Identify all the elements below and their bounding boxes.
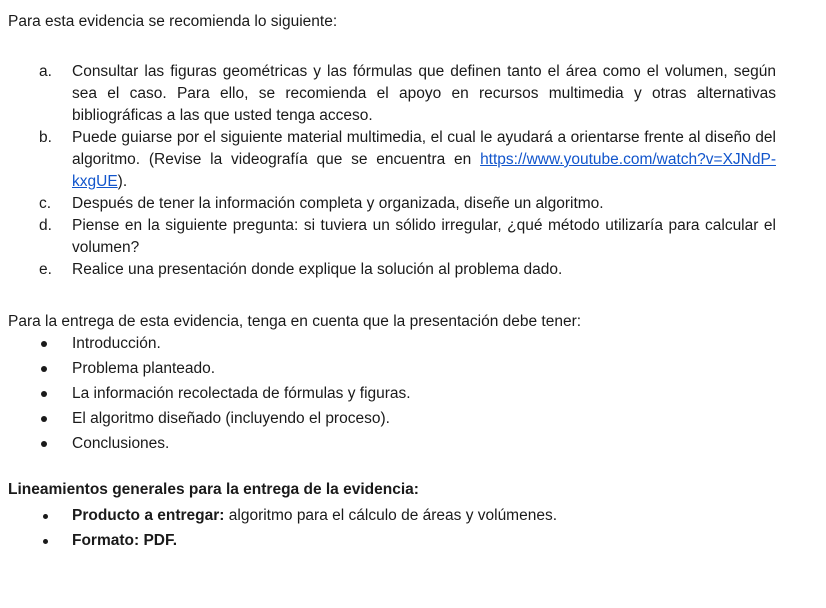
list-marker: e. bbox=[39, 261, 52, 278]
bullet-icon bbox=[41, 391, 47, 397]
guideline-value: algoritmo para el cálculo de áreas y volúmenes. bbox=[224, 507, 558, 524]
recommendation-item bbox=[8, 193, 776, 215]
recommendation-item bbox=[8, 127, 776, 193]
recommendation-item bbox=[8, 61, 776, 127]
list-marker: d. bbox=[39, 217, 52, 234]
list-item-text: Conclusiones. bbox=[72, 435, 170, 452]
list-item bbox=[8, 408, 816, 430]
delivery-list bbox=[8, 333, 816, 455]
guidelines-list bbox=[8, 505, 816, 552]
recommendation-text: Consultar las figuras geométricas y las fórmulas que definen tanto el área como el volumen, según sea el caso. Para ello, se recomienda el apoyo en recursos multimedia y otras alternativas bibliográficas a las que usted tenga acceso. bbox=[72, 63, 776, 124]
guideline-item bbox=[8, 530, 816, 552]
list-item-text: El algoritmo diseñado (incluyendo el proceso). bbox=[72, 410, 390, 427]
guideline-label: Formato: PDF. bbox=[72, 532, 178, 549]
youtube-link[interactable]: https://www.youtube.com/watch?v=XJNdP-kxgUE bbox=[72, 151, 776, 190]
bullet-icon bbox=[41, 416, 47, 422]
recommendation-item bbox=[8, 259, 776, 281]
guideline-item bbox=[8, 505, 816, 527]
recommendation-text: Después de tener la información completa y organizada, diseñe un algoritmo. bbox=[72, 195, 604, 212]
bullet-icon bbox=[41, 341, 47, 347]
recommendation-text: Piense en la siguiente pregunta: si tuviera un sólido irregular, ¿qué método utilizaría para calcular el volumen? bbox=[72, 217, 776, 256]
recommendation-text-end: ). bbox=[117, 173, 128, 190]
recommendation-item bbox=[8, 215, 776, 259]
list-marker: b. bbox=[39, 129, 52, 146]
intro-text: Para esta evidencia se recomienda lo siguiente: bbox=[8, 13, 338, 30]
recommendation-text: Realice una presentación donde explique la solución al problema dado. bbox=[72, 261, 563, 278]
list-item-text: Introducción. bbox=[72, 335, 161, 352]
bullet-icon bbox=[41, 366, 47, 372]
bullet-icon bbox=[43, 539, 48, 544]
recommendation-text: Puede guiarse por el siguiente material multimedia, el cual le ayudará a orientarse frente al diseño del algoritmo. (Revise la videografía que se encuentra en bbox=[72, 129, 776, 168]
recommendations-list bbox=[8, 61, 776, 281]
delivery-intro-text: Para la entrega de esta evidencia, tenga en cuenta que la presentación debe tener: bbox=[8, 313, 582, 330]
list-marker: c. bbox=[39, 195, 52, 212]
bullet-icon bbox=[43, 514, 48, 519]
document-page bbox=[8, 11, 816, 555]
list-item bbox=[8, 383, 816, 405]
bullet-icon bbox=[41, 441, 47, 447]
guideline-label: Producto a entregar: bbox=[72, 507, 225, 524]
list-item bbox=[8, 433, 816, 455]
list-marker: a. bbox=[39, 63, 52, 80]
list-item-text: Problema planteado. bbox=[72, 360, 216, 377]
guidelines-heading: Lineamientos generales para la entrega de la evidencia: bbox=[8, 481, 419, 498]
list-item bbox=[8, 358, 816, 380]
list-item-text: La información recolectada de fórmulas y figuras. bbox=[72, 385, 411, 402]
list-item bbox=[8, 333, 816, 355]
